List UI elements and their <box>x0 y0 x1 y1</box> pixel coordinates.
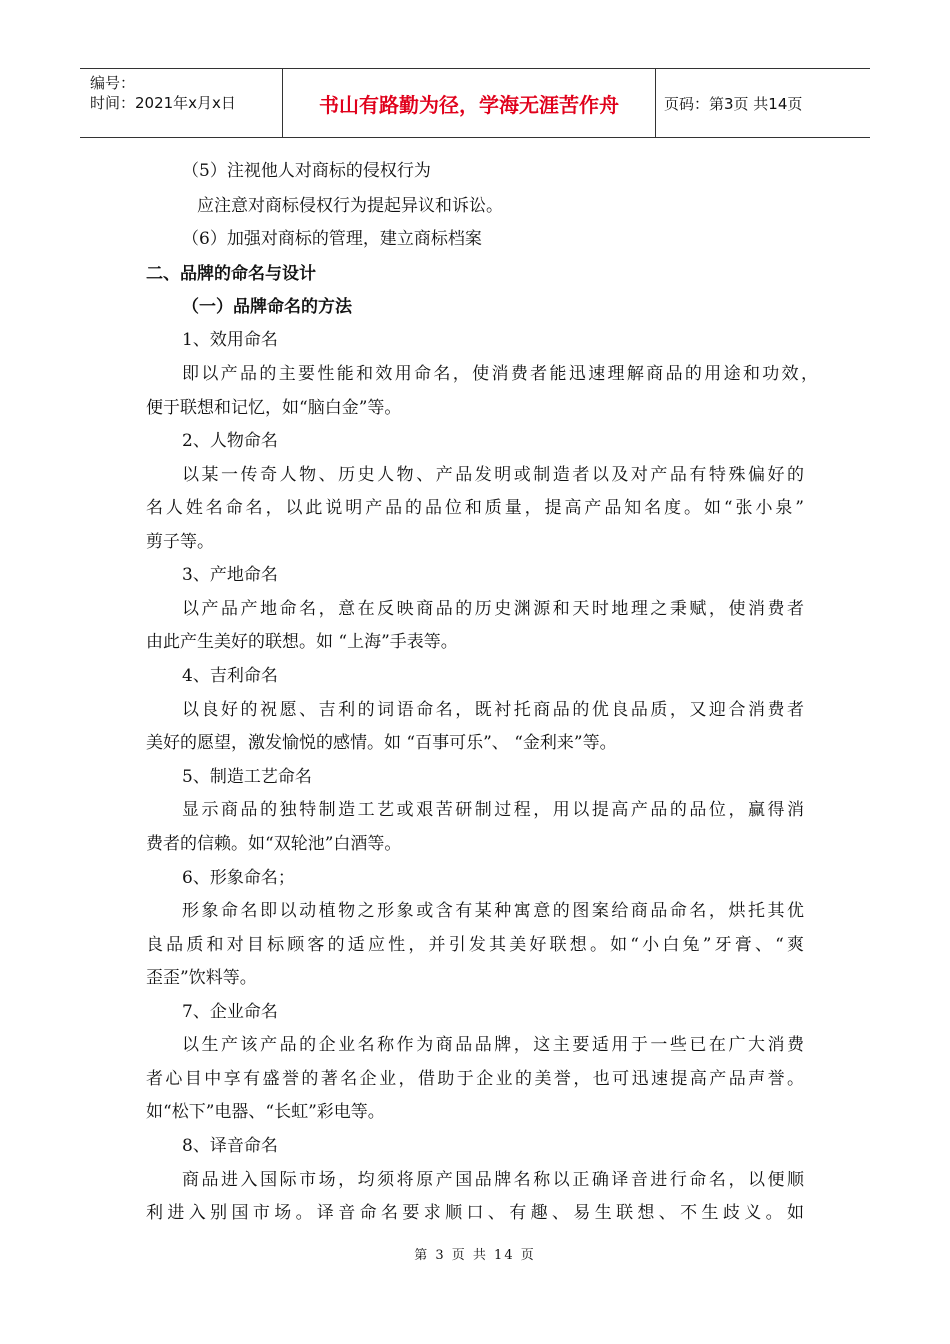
item-heading: 7、企业命名 <box>182 1002 278 1022</box>
text-line: 如“松下”电器、“长虹”彩电等。 <box>146 1102 385 1122</box>
text-line: 形象命名即以动植物之形象或含有某种寓意的图案给商品命名，烘托其优 <box>182 901 804 921</box>
text-line: 剪子等。 <box>146 532 214 552</box>
page-info: 页码：第3页 共14页 <box>664 94 803 113</box>
item-heading: 8、译音命名 <box>182 1136 278 1156</box>
text-line: 名人姓名命名，以此说明产品的品位和质量，提高产品知名度。如“张小泉” <box>146 498 804 518</box>
text-line: 由此产生美好的联想。如 “上海”手表等。 <box>146 632 458 652</box>
text-line: 利进入别国市场。译音命名要求顺口、有趣、易生联想、不生歧义。如 <box>146 1203 804 1223</box>
text-line: （5）注视他人对商标的侵权行为 <box>182 161 431 181</box>
item-heading: 3、产地命名 <box>182 565 278 585</box>
page-footer: 第 3 页 共 14 页 <box>414 1248 536 1263</box>
text-line: 美好的愿望，激发愉悦的感情。如 “百事可乐”、 “金利来”等。 <box>146 733 617 753</box>
header-left-cell <box>80 69 282 137</box>
text-line: 者心目中享有盛誉的著名企业，借助于企业的美誉，也可迅速提高产品声誉。 <box>146 1069 804 1089</box>
time-label: 时间：2021年x月x日 <box>90 94 236 112</box>
text-line: 便于联想和记忆，如“脑白金”等。 <box>146 398 402 418</box>
subsection-heading: （一）品牌命名的方法 <box>182 297 352 317</box>
item-heading: 2、人物命名 <box>182 431 278 451</box>
text-line: 以良好的祝愿、吉利的词语命名，既衬托商品的优良品质，又迎合消费者 <box>182 700 804 720</box>
text-line: 商品进入国际市场，均须将原产国品牌名称以正确译音进行命名，以便顺 <box>182 1170 804 1190</box>
header-table <box>80 68 870 138</box>
number-label: 编号： <box>90 74 136 92</box>
text-line: 显示商品的独特制造工艺或艰苦研制过程，用以提高产品的品位，赢得消 <box>182 800 804 820</box>
section-heading: 二、品牌的命名与设计 <box>146 264 316 284</box>
motto: 书山有路勤为径，学海无涯苦作舟 <box>282 69 656 137</box>
text-line: 歪歪”饮料等。 <box>146 968 257 988</box>
text-line: 以生产该产品的企业名称作为商品品牌，这主要适用于一些已在广大消费 <box>182 1035 804 1055</box>
item-heading: 5、制造工艺命名 <box>182 767 312 787</box>
text-line: 以产品产地命名，意在反映商品的历史渊源和天时地理之秉赋，使消费者 <box>182 599 804 619</box>
text-line: 良品质和对目标顾客的适应性，并引发其美好联想。如“小白兔”牙膏、“爽 <box>146 935 804 955</box>
text-line: 即以产品的主要性能和效用命名，使消费者能迅速理解商品的用途和功效， <box>182 364 818 384</box>
text-line: 以某一传奇人物、历史人物、产品发明或制造者以及对产品有特殊偏好的 <box>182 465 804 485</box>
text-line: （6）加强对商标的管理，建立商标档案 <box>182 229 482 249</box>
item-heading: 4、吉利命名 <box>182 666 278 686</box>
item-heading: 6、形象命名； <box>182 868 295 888</box>
text-line: 应注意对商标侵权行为提起异议和诉讼。 <box>197 196 503 216</box>
text-line: 费者的信赖。如“双轮池”白酒等。 <box>146 834 402 854</box>
item-heading: 1、效用命名 <box>182 330 278 350</box>
